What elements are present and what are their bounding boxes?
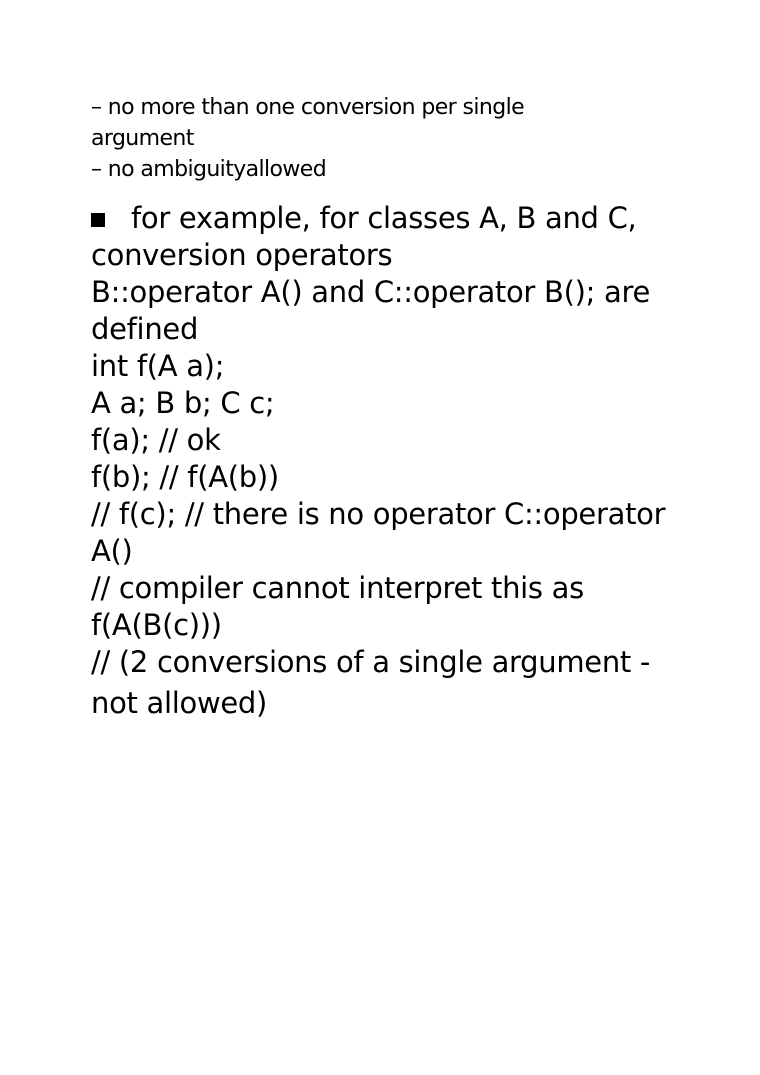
code-line: not allowed)	[91, 686, 268, 720]
example-bullet-item	[91, 200, 711, 237]
bullet-text: for example, for classes A, B and C,	[131, 201, 637, 235]
example-line: conversion operators	[91, 238, 393, 272]
example-line: defined	[91, 312, 199, 346]
code-line: // compiler cannot interpret this as	[91, 571, 584, 605]
code-line: f(A(B(c)))	[91, 608, 222, 642]
rule-line: argument	[91, 126, 194, 151]
rule-line: – no more than one conversion per single	[91, 95, 525, 120]
code-line: // f(c); // there is no operator C::operator	[91, 497, 666, 531]
code-line: A a; B b; C c;	[91, 386, 275, 420]
rule-line: – no ambiguityallowed	[91, 157, 327, 182]
code-line: A()	[91, 534, 133, 568]
rules-list	[91, 92, 691, 185]
code-line: f(a); // ok	[91, 423, 221, 457]
code-line: // (2 conversions of a single argument -	[91, 645, 651, 679]
example-block	[91, 200, 711, 722]
code-line: f(b); // f(A(b))	[91, 460, 279, 494]
example-line: B::operator A() and C::operator B(); are	[91, 275, 650, 309]
code-line: int f(A a);	[91, 349, 225, 383]
square-bullet-icon	[91, 213, 105, 227]
